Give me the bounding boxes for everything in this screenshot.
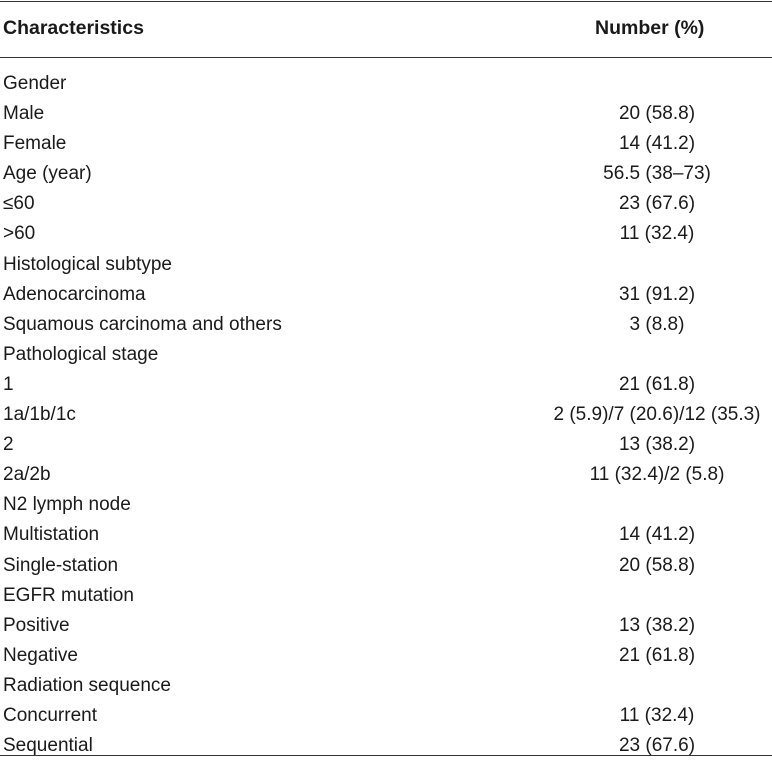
- row-value: 21 (61.8): [618, 644, 696, 666]
- row-value: 21 (61.8): [618, 373, 696, 395]
- row-label: Female: [3, 133, 67, 155]
- row-label: Concurrent: [3, 704, 97, 726]
- row-label: Squamous carcinoma and others: [3, 313, 282, 335]
- row-label: Negative: [3, 644, 78, 666]
- header-characteristics: Characteristics: [3, 17, 144, 39]
- table-row: [0, 611, 772, 641]
- table-header: [0, 2, 772, 57]
- row-label: EGFR mutation: [3, 584, 134, 606]
- row-label: Male: [3, 103, 45, 125]
- table-row: [0, 310, 772, 340]
- row-value: 11 (32.4)/2 (5.8): [589, 464, 725, 486]
- table-row: [0, 460, 772, 490]
- row-label: Pathological stage: [3, 343, 159, 365]
- row-label: 2a/2b: [3, 464, 51, 486]
- row-value: 3 (8.8): [629, 313, 685, 335]
- row-value: 20 (58.8): [618, 103, 696, 125]
- table-row: [0, 400, 772, 430]
- table-row: [0, 280, 772, 310]
- row-value: 13 (38.2): [618, 434, 696, 456]
- row-value: 14 (41.2): [618, 133, 696, 155]
- row-value: 11 (32.4): [619, 223, 695, 245]
- row-label: Multistation: [3, 524, 100, 546]
- row-value: 31 (91.2): [618, 283, 696, 305]
- table-row: [0, 581, 772, 611]
- row-value: 20 (58.8): [618, 554, 696, 576]
- table-row: [0, 99, 772, 129]
- table-row: [0, 219, 772, 249]
- table-row: [0, 641, 772, 671]
- table-row: [0, 701, 772, 731]
- row-label: 2: [3, 434, 14, 456]
- row-label: Radiation sequence: [3, 674, 171, 696]
- row-label: Positive: [3, 614, 70, 636]
- row-label: 1: [3, 373, 14, 395]
- table-row: [0, 69, 772, 99]
- row-label: >60: [3, 223, 36, 245]
- row-value: 11 (32.4): [619, 704, 695, 726]
- header-rule: [0, 57, 772, 58]
- table-row: [0, 250, 772, 280]
- row-label: 1a/1b/1c: [3, 404, 76, 426]
- row-value: 23 (67.6): [618, 193, 696, 215]
- table-row: [0, 430, 772, 460]
- header-number: Number (%): [595, 17, 705, 39]
- row-label: N2 lymph node: [3, 494, 131, 516]
- row-value: 2 (5.9)/7 (20.6)/12 (35.3): [553, 404, 761, 426]
- row-label: ≤60: [3, 193, 35, 215]
- table-row: [0, 159, 772, 189]
- row-label: Age (year): [3, 163, 92, 185]
- table-row: [0, 370, 772, 400]
- row-value: 23 (67.6): [618, 735, 696, 757]
- table-row: [0, 551, 772, 581]
- table-row: [0, 490, 772, 520]
- table-row: [0, 129, 772, 159]
- bottom-rule: [0, 755, 772, 756]
- row-value: 56.5 (38–73): [603, 163, 711, 185]
- table-row: [0, 520, 772, 550]
- row-value: 13 (38.2): [618, 614, 696, 636]
- table-row: [0, 189, 772, 219]
- row-label: Adenocarcinoma: [3, 283, 146, 305]
- row-label: Gender: [3, 73, 67, 94]
- table-body: [0, 69, 772, 761]
- row-label: Histological subtype: [3, 253, 172, 275]
- row-value: 14 (41.2): [618, 524, 696, 546]
- table-row: [0, 340, 772, 370]
- row-label: Sequential: [3, 735, 93, 757]
- row-label: Single-station: [3, 554, 119, 576]
- table-row: [0, 671, 772, 701]
